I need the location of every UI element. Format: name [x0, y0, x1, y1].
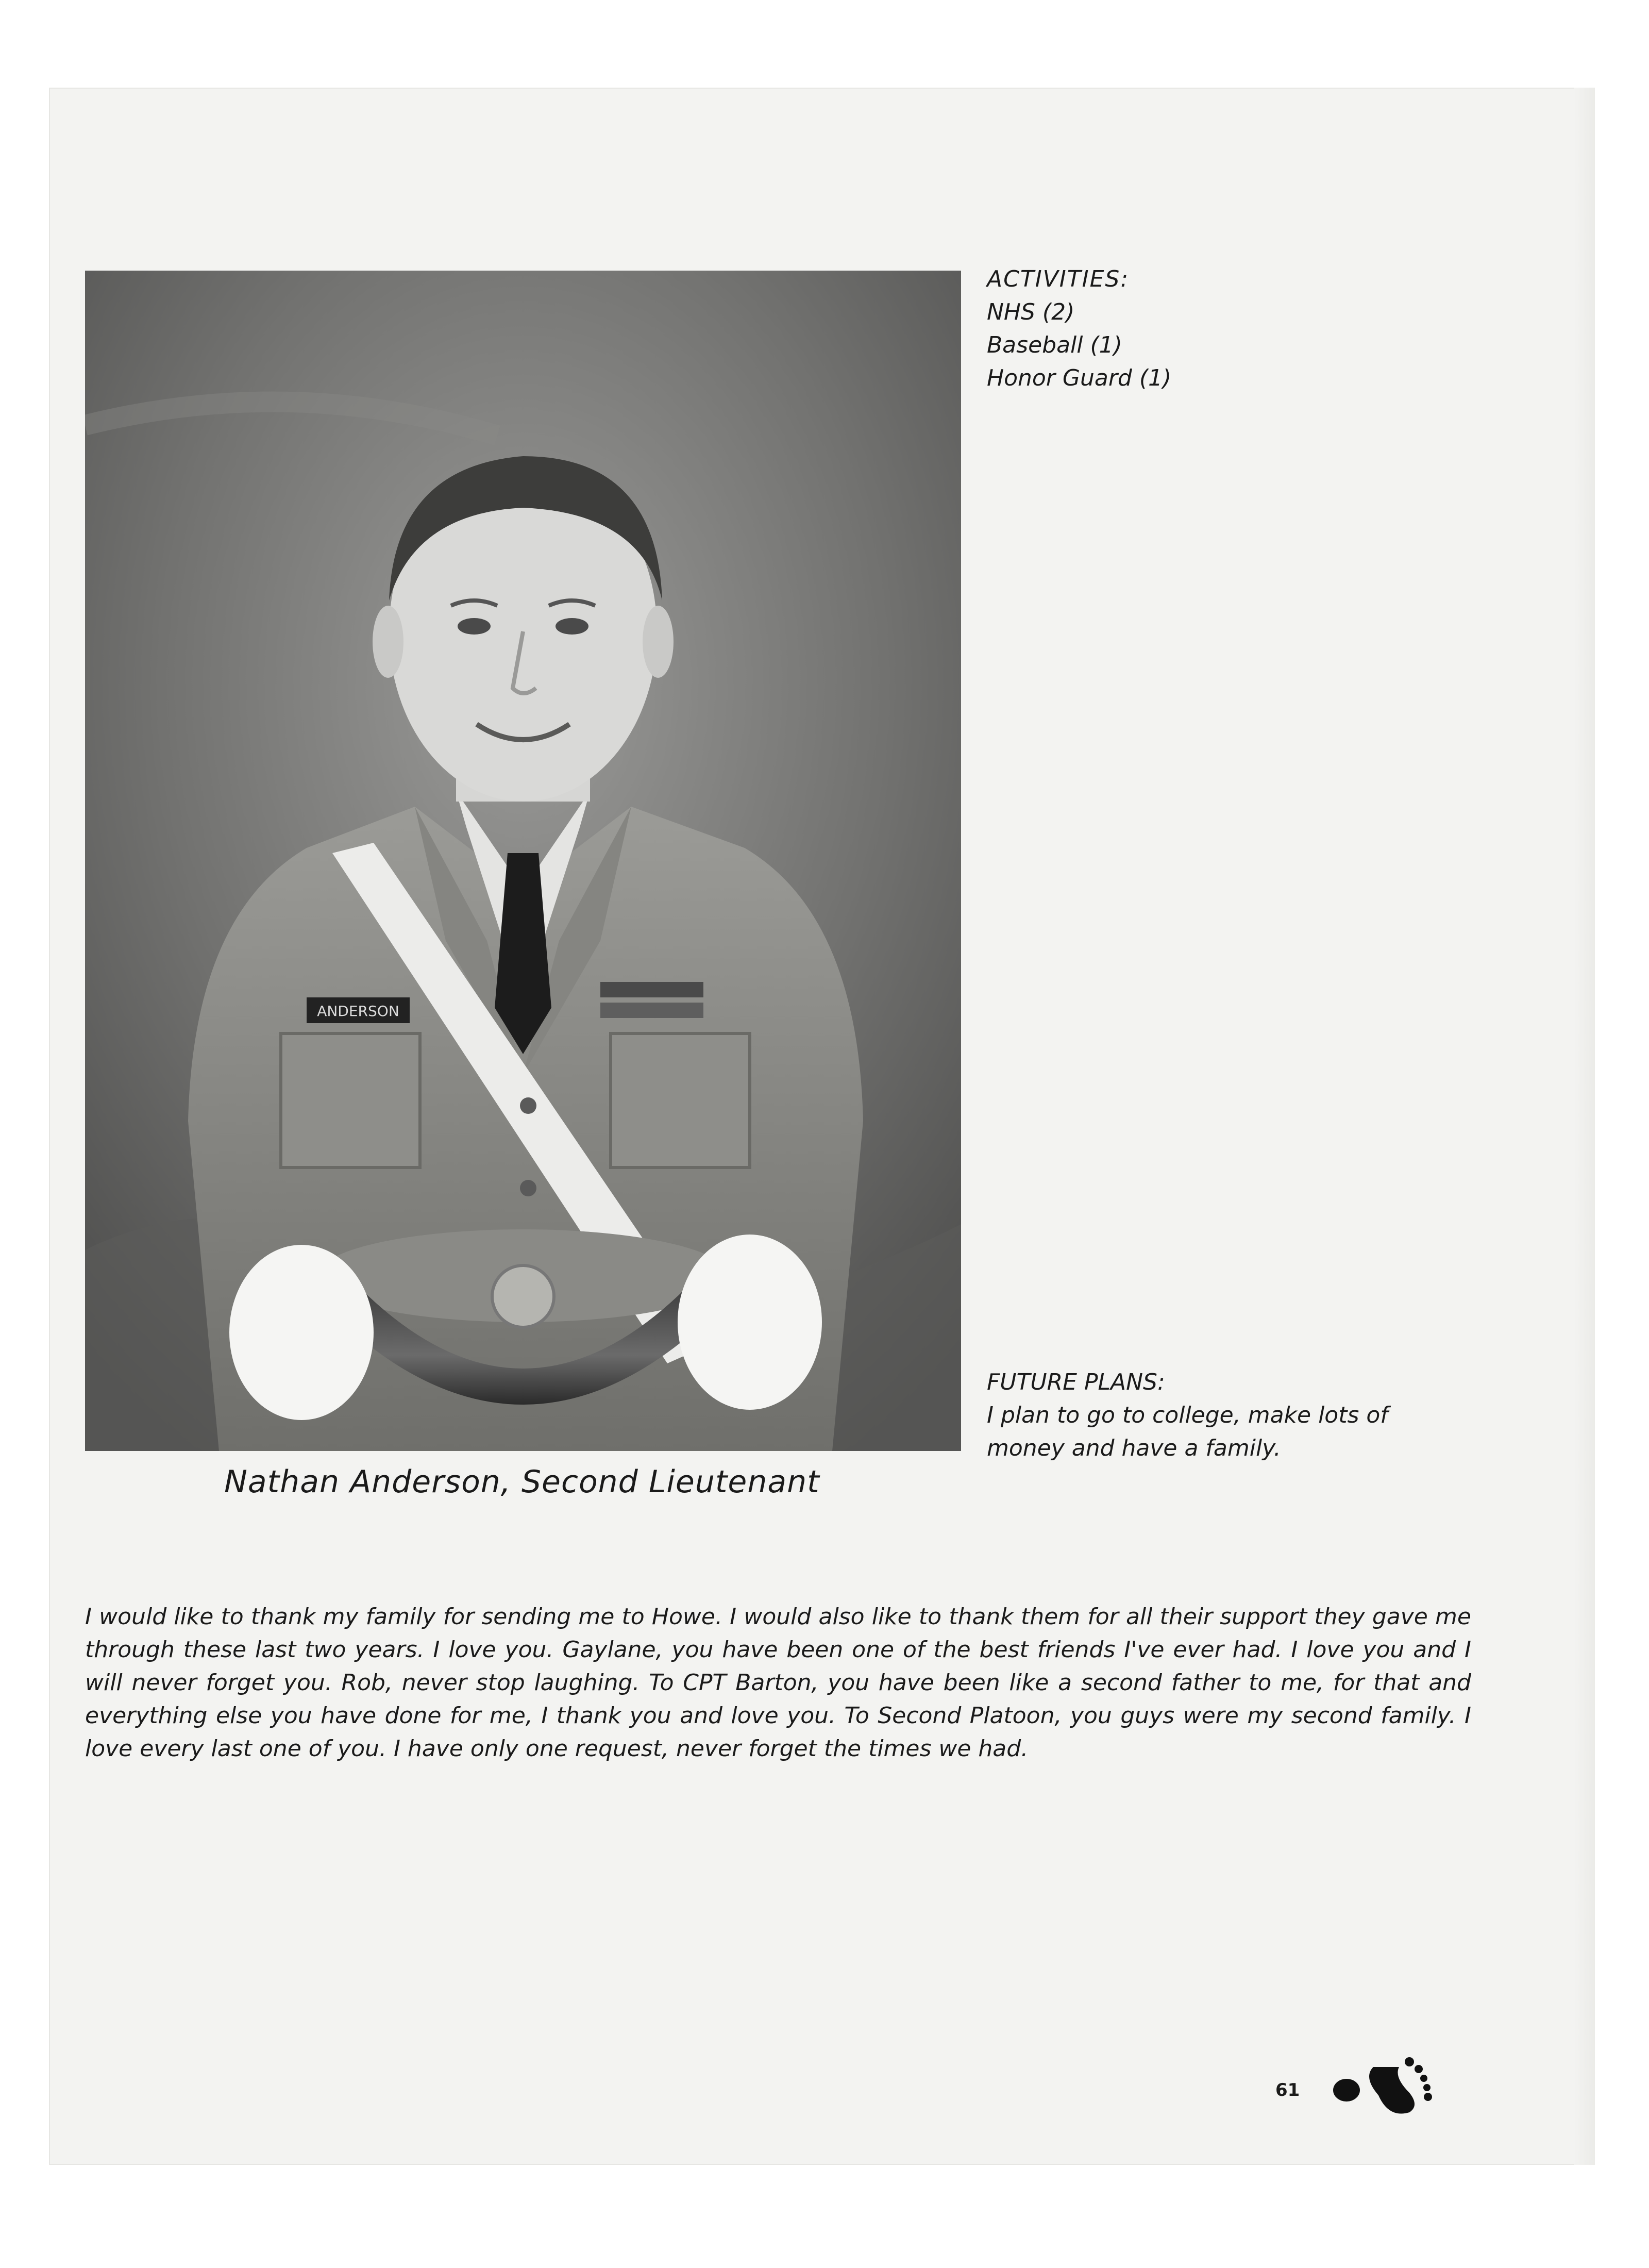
photo-caption: Nathan Anderson, Second Lieutenant [224, 1464, 820, 1500]
yearbook-page [49, 88, 1595, 2165]
activity-item: NHS (2) [987, 299, 1075, 325]
future-plans-line: money and have a family. [987, 1435, 1281, 1461]
activity-item: Baseball (1) [987, 332, 1122, 358]
portrait-photo [85, 271, 961, 1451]
future-plans-section [987, 1366, 1451, 1465]
senior-message: I would like to thank my family for sending me to Howe. I would also like to thank them for all their support they gave me through these last two years. I love you. Gaylane, you have been one of the best friends I've ever had. I love you and I will never forget you. Rob, never stop laughing. To CPT Barton, you have been like a second father to me, for that and everything else you have done for me, I thank you and love you. To Second Platoon, you guys were my second family. I love every last one of you. I have only one request, never forget the times we had. [85, 1604, 1471, 1762]
name-tag-text: ANDERSON [317, 1003, 399, 1020]
future-plans-heading: FUTURE PLANS: [987, 1369, 1165, 1395]
activities-section [987, 263, 1348, 395]
footprint-icon [1332, 2046, 1435, 2124]
activities-heading: ACTIVITIES: [987, 266, 1130, 292]
page-number: 61 [1275, 2080, 1300, 2100]
future-plans-line: I plan to go to college, make lots of [987, 1402, 1388, 1428]
activity-item: Honor Guard (1) [987, 365, 1172, 391]
portrait-illustration [85, 271, 961, 1451]
